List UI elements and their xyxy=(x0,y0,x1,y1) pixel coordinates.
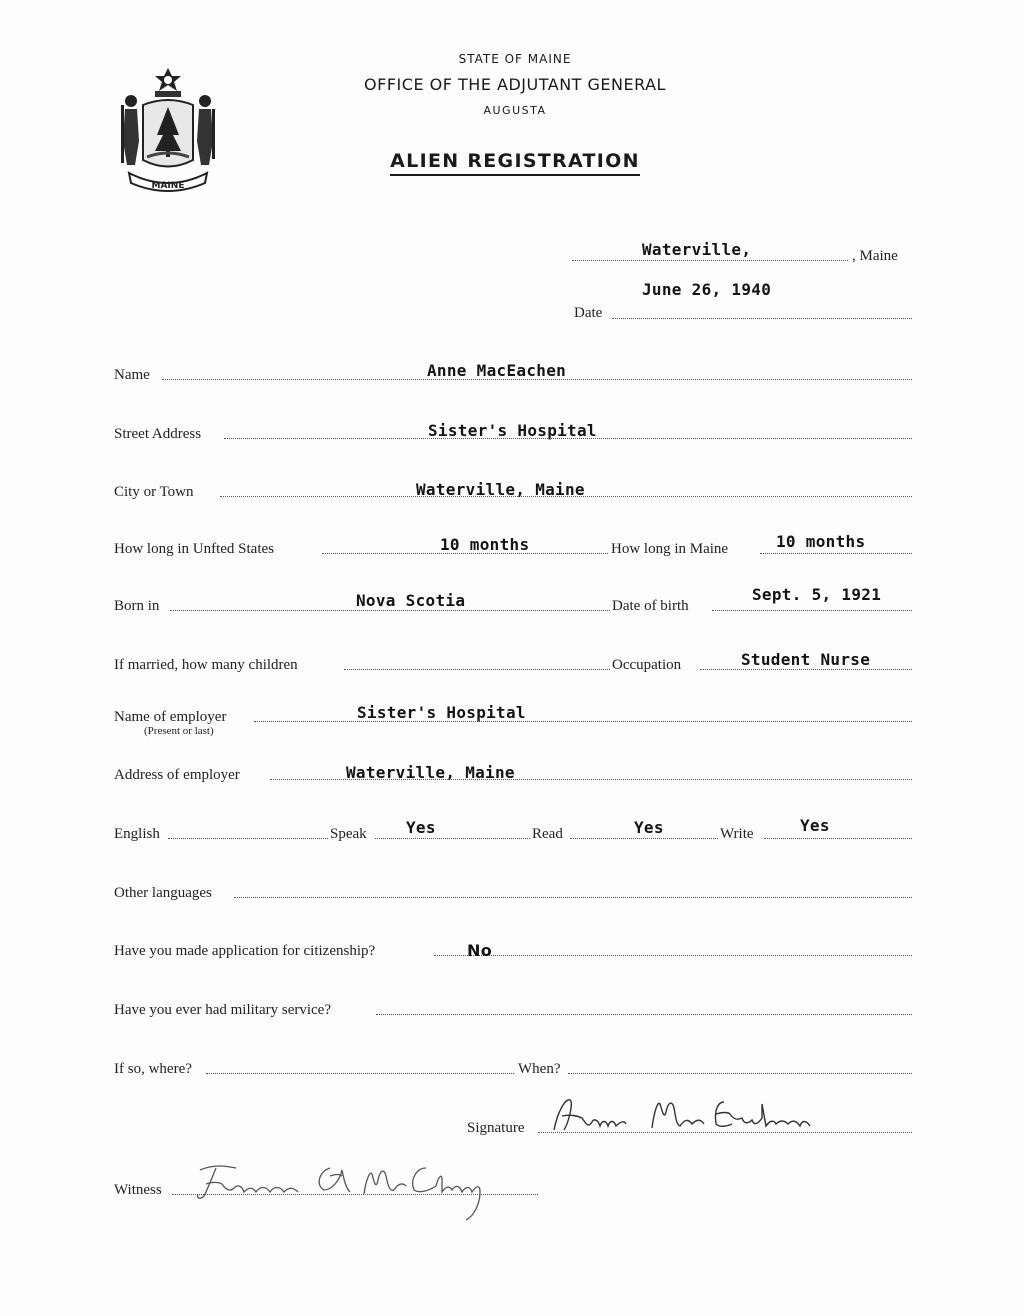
born-value: Nova Scotia xyxy=(356,591,466,610)
us-time-value: 10 months xyxy=(440,535,530,554)
occupation-label: Occupation xyxy=(612,657,682,673)
when-line xyxy=(568,1073,912,1074)
citizenship-value: No xyxy=(467,941,492,960)
citizenship-line xyxy=(434,955,912,956)
state-heading: STATE OF MAINE xyxy=(458,52,572,66)
witness-signature xyxy=(180,1156,540,1228)
english-line xyxy=(168,838,328,839)
us-time-label: How long in Unfted States xyxy=(114,541,274,557)
applicant-signature xyxy=(548,1090,838,1142)
seal-banner-text: MAINE xyxy=(151,181,185,191)
employer-address-label: Address of employer xyxy=(114,767,240,783)
speak-line xyxy=(375,838,530,839)
name-label: Name xyxy=(114,367,150,383)
maine-time-label: How long in Maine xyxy=(611,541,729,557)
write-line xyxy=(764,838,912,839)
date-line xyxy=(612,318,912,319)
employer-note: (Present or last) xyxy=(144,725,214,737)
date-value: June 26, 1940 xyxy=(642,280,772,299)
read-label: Read xyxy=(532,826,563,842)
when-label: When? xyxy=(518,1061,561,1077)
office-heading: OFFICE OF THE ADJUTANT GENERAL xyxy=(364,75,666,94)
other-languages-label: Other languages xyxy=(114,885,212,901)
born-label: Born in xyxy=(114,598,160,614)
city-label: City or Town xyxy=(114,484,194,500)
children-line xyxy=(344,669,610,670)
military-label: Have you ever had military service? xyxy=(114,1002,331,1018)
maine-time-value: 10 months xyxy=(776,532,866,551)
citizenship-label: Have you made application for citizenship? xyxy=(114,943,376,959)
write-value: Yes xyxy=(800,816,830,835)
location-suffix: , Maine xyxy=(852,248,898,264)
born-line xyxy=(170,610,610,611)
date-label: Date xyxy=(574,305,603,321)
where-line xyxy=(206,1073,514,1074)
dob-line xyxy=(712,610,912,611)
name-value: Anne MacEachen xyxy=(427,361,567,380)
children-label: If married, how many children xyxy=(114,657,298,673)
city-heading: AUGUSTA xyxy=(483,104,547,117)
location-value: Waterville, xyxy=(642,240,752,259)
dob-value: Sept. 5, 1921 xyxy=(752,585,882,604)
maine-time-line xyxy=(760,553,912,554)
location-line xyxy=(572,260,848,261)
write-label: Write xyxy=(720,826,754,842)
read-value: Yes xyxy=(634,818,664,837)
english-label: English xyxy=(114,826,160,842)
employer-line xyxy=(254,721,912,722)
speak-label: Speak xyxy=(330,826,367,842)
dob-label: Date of birth xyxy=(612,598,689,614)
where-label: If so, where? xyxy=(114,1061,192,1077)
occupation-line xyxy=(700,669,912,670)
other-languages-line xyxy=(234,897,912,898)
form-title: ALIEN REGISTRATION xyxy=(330,150,700,172)
street-label: Street Address xyxy=(114,426,202,442)
employer-label: Name of employer xyxy=(114,709,227,725)
employer-address-value: Waterville, Maine xyxy=(346,763,515,782)
signature-label: Signature xyxy=(467,1120,525,1136)
occupation-value: Student Nurse xyxy=(741,650,871,669)
street-value: Sister's Hospital xyxy=(428,421,597,440)
read-line xyxy=(570,838,718,839)
speak-value: Yes xyxy=(406,818,436,837)
city-value: Waterville, Maine xyxy=(416,480,585,499)
maine-state-seal-icon xyxy=(115,65,221,195)
military-line xyxy=(376,1014,912,1015)
witness-label: Witness xyxy=(114,1182,162,1198)
employer-value: Sister's Hospital xyxy=(357,703,526,722)
